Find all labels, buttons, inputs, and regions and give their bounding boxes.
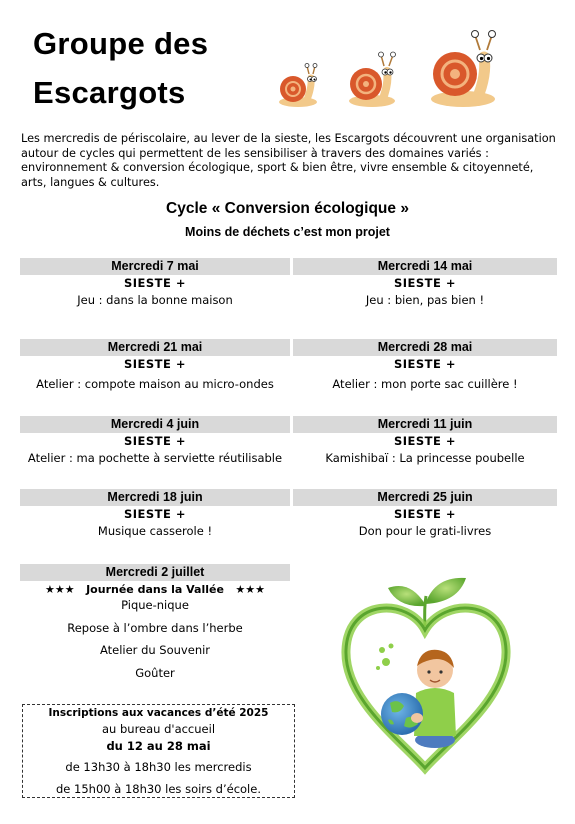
snail-icon [346,50,398,108]
page-title-line1: Groupe des [33,26,209,61]
session-siesta: SIESTE + [393,434,457,448]
session-block [20,416,290,467]
session-date: Mercredi 4 juin [20,416,290,433]
session-block [293,258,557,309]
registration-hours-wednesday: de 13h30 à 18h30 les mercredis [65,760,252,774]
session-block [20,489,290,540]
session-activity: Atelier : compote maison au micro-ondes [36,377,274,391]
last-session-block [20,564,290,598]
session-date: Mercredi 14 mai [293,258,557,275]
session-block [293,416,557,467]
session-siesta: SIESTE + [123,276,187,290]
session-date: Mercredi 7 mai [20,258,290,275]
session-siesta: SIESTE + [393,276,457,290]
session-date: Mercredi 25 juin [293,489,557,506]
registration-dates: du 12 au 28 mai [106,739,211,753]
session-siesta: SIESTE + [393,357,457,371]
page-title-line2: Escargots [33,75,186,110]
session-date: Mercredi 21 mai [20,339,290,356]
intro-paragraph: Les mercredis de périscolaire, au lever de la sieste, les Escargots découvrent une organisation autour de cycles qui permettent de les sensibiliser à travers des domaines variés : environnement & conversion écologique, sport & bien être, vivre ensemble & citoyenneté, arts, langues & cultures. [21,132,556,189]
session-date: Mercredi 28 mai [293,339,557,356]
session-activity: Kamishibaï : La princesse poubelle [325,451,525,465]
event-item: Repose à l’ombre dans l’herbe [67,621,243,635]
registration-place: au bureau d'accueil [101,722,216,736]
event-item: Pique-nique [121,598,189,612]
session-activity: Jeu : bien, pas bien ! [365,293,485,307]
session-siesta: SIESTE + [393,507,457,521]
snail-icon [276,62,320,108]
stars-icon: ★★★ [45,583,75,596]
event-title: Journée dans la Vallée [86,583,224,596]
cycle-subtitle: Moins de déchets c’est mon projet [185,225,390,239]
registration-title: Inscriptions aux vacances d’été 2025 [48,707,269,719]
session-siesta: SIESTE + [123,434,187,448]
session-activity: Atelier : ma pochette à serviette réutilisable [27,451,283,465]
session-activity: Musique casserole ! [97,524,213,538]
cycle-title: Cycle « Conversion écologique » [166,200,409,217]
session-date: Mercredi 18 juin [20,489,290,506]
session-block [293,489,557,540]
event-item: Goûter [135,666,175,680]
session-block [20,258,290,309]
session-block [20,339,290,393]
session-date: Mercredi 2 juillet [20,564,290,581]
event-line [20,581,290,598]
session-block [293,339,557,393]
session-siesta: SIESTE + [123,357,187,371]
registration-hours-school: de 15h00 à 18h30 les soirs d’école. [56,782,261,796]
session-activity: Don pour le grati-livres [358,524,492,538]
child-earth-heart-illustration [318,568,533,780]
session-activity: Atelier : mon porte sac cuillère ! [332,377,518,391]
snail-icon [428,28,498,108]
session-date: Mercredi 11 juin [293,416,557,433]
event-item: Atelier du Souvenir [99,643,211,657]
session-activity: Jeu : dans la bonne maison [77,293,233,307]
session-siesta: SIESTE + [123,507,187,521]
stars-icon: ★★★ [235,583,265,596]
